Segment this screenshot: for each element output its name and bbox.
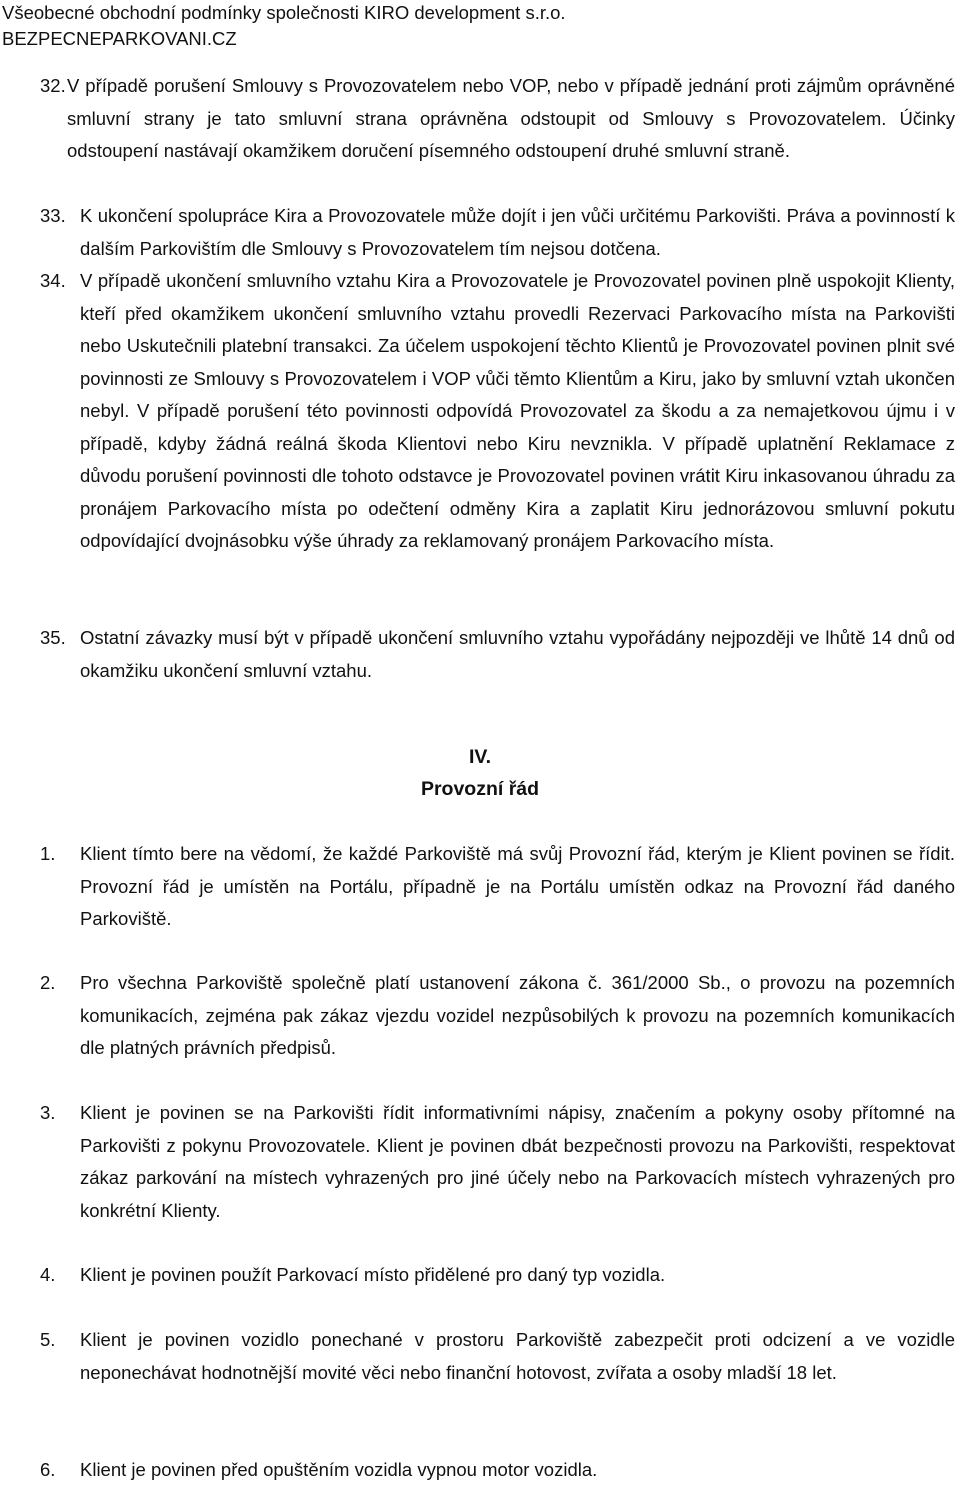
clause-number: 34. xyxy=(40,270,66,291)
rule-text: Pro všechna Parkoviště společně platí ustanovení zákona č. 361/2000 Sb., o provozu na pozemních komunikacích, zejména pak zákaz vjezdu vozidel nezpůsobilých k provozu na pozemních komunikacích dle platných právních předpisů. xyxy=(80,972,955,1058)
clause-34 xyxy=(40,265,955,558)
rule-6 xyxy=(40,1454,955,1487)
clause-number: 33. xyxy=(40,205,66,226)
rule-4 xyxy=(40,1259,955,1292)
clause-text: V případě porušení Smlouvy s Provozovatelem nebo VOP, nebo v případě jednání proti zájmům oprávněné smluvní strany je tato smluvní strana oprávněna odstoupit od Smlouvy s Provozovatelem. Účinky odstoupení nastávají okamžikem doručení písemného odstoupení druhé smluvní straně. xyxy=(67,75,955,161)
header-title: Všeobecné obchodní podmínky společnosti KIRO development s.r.o. xyxy=(2,2,566,23)
rule-text: Klient tímto bere na vědomí, že každé Parkoviště má svůj Provozní řád, kterým je Klient povinen se řídit. Provozní řád je umístěn na Portálu, případně je na Portálu umístěn odkaz na Provozní řád daného Parkoviště. xyxy=(80,843,955,929)
clause-number: 32. xyxy=(40,75,66,96)
header-website: BEZPECNEPARKOVANI.CZ xyxy=(2,28,237,49)
clause-number: 35. xyxy=(40,627,66,648)
clause-33 xyxy=(40,200,955,265)
rule-5 xyxy=(40,1324,955,1389)
rule-3 xyxy=(40,1097,955,1227)
rule-2 xyxy=(40,967,955,1065)
section-title: Provozní řád xyxy=(420,778,540,800)
rule-number: 5. xyxy=(40,1329,56,1350)
rule-number: 4. xyxy=(40,1264,56,1285)
clause-32 xyxy=(40,70,955,168)
rule-number: 2. xyxy=(40,972,56,993)
clause-text: Ostatní závazky musí být v případě ukončení smluvního vztahu vypořádány nejpozději ve lhůtě 14 dnů od okamžiku ukončení smluvní vztahu. xyxy=(80,627,955,681)
rule-1 xyxy=(40,838,955,936)
rule-number: 6. xyxy=(40,1459,56,1480)
rule-number: 3. xyxy=(40,1102,56,1123)
clause-text: V případě ukončení smluvního vztahu Kira a Provozovatele je Provozovatel povinen plně uspokojit Klienty, kteří před okamžikem ukončení smluvního vztahu provedli Rezervaci Parkovacího místa na Parkovišti nebo Uskutečnili platební transakci. Za účelem uspokojení těchto Klientů je Provozovatel povinen plnit své povinnosti ze Smlouvy s Provozovatelem i VOP vůči těmto Klientům a Kiru, jako by smluvní vztah ukončen nebyl. V případě porušení této povinnosti odpovídá Provozovatel za škodu a za nemajetkovou újmu i v případě, kdyby žádná reálná škoda Klientovi nebo Kiru nevznikla. V případě uplatnění Reklamace z důvodu porušení povinnosti dle tohoto odstavce je Provozovatel povinen vrátit Kiru inkasovanou úhradu za pronájem Parkovacího místa po odečtení odměny Kira a zaplatit Kiru jednorázovou smluvní pokutu odpovídající dvojnásobku výše úhrady za reklamovaný pronájem Parkovacího místa. xyxy=(80,270,955,551)
rule-text: Klient je povinen vozidlo ponechané v prostoru Parkoviště zabezpečit proti odcizení a ve vozidle neponechávat hodnotnější movité věci nebo finanční hotovost, zvířata a osoby mladší 18 let. xyxy=(80,1329,955,1383)
rule-text: Klient je povinen se na Parkovišti řídit informativními nápisy, značením a pokyny osoby přítomné na Parkovišti z pokynu Provozovatele. Klient je povinen dbát bezpečnosti provozu na Parkovišti, respektovat zákaz parkování na místech vyhrazených pro jiné účely nebo na Parkovacích místech vyhrazených pro konkrétní Klienty. xyxy=(80,1102,955,1221)
rule-number: 1. xyxy=(40,843,56,864)
rule-text: Klient je povinen použít Parkovací místo přidělené pro daný typ vozidla. xyxy=(80,1264,666,1285)
rule-text: Klient je povinen před opuštěním vozidla vypnou motor vozidla. xyxy=(80,1459,598,1480)
page-header xyxy=(2,0,566,52)
section-number: IV. xyxy=(468,746,492,768)
clause-35 xyxy=(40,622,955,687)
clause-text: K ukončení spolupráce Kira a Provozovatele může dojít i jen vůči určitému Parkovišti. Práva a povinností k dalším Parkovištím dle Smlouvy s Provozovatelem tím nejsou dotčena. xyxy=(80,205,955,259)
